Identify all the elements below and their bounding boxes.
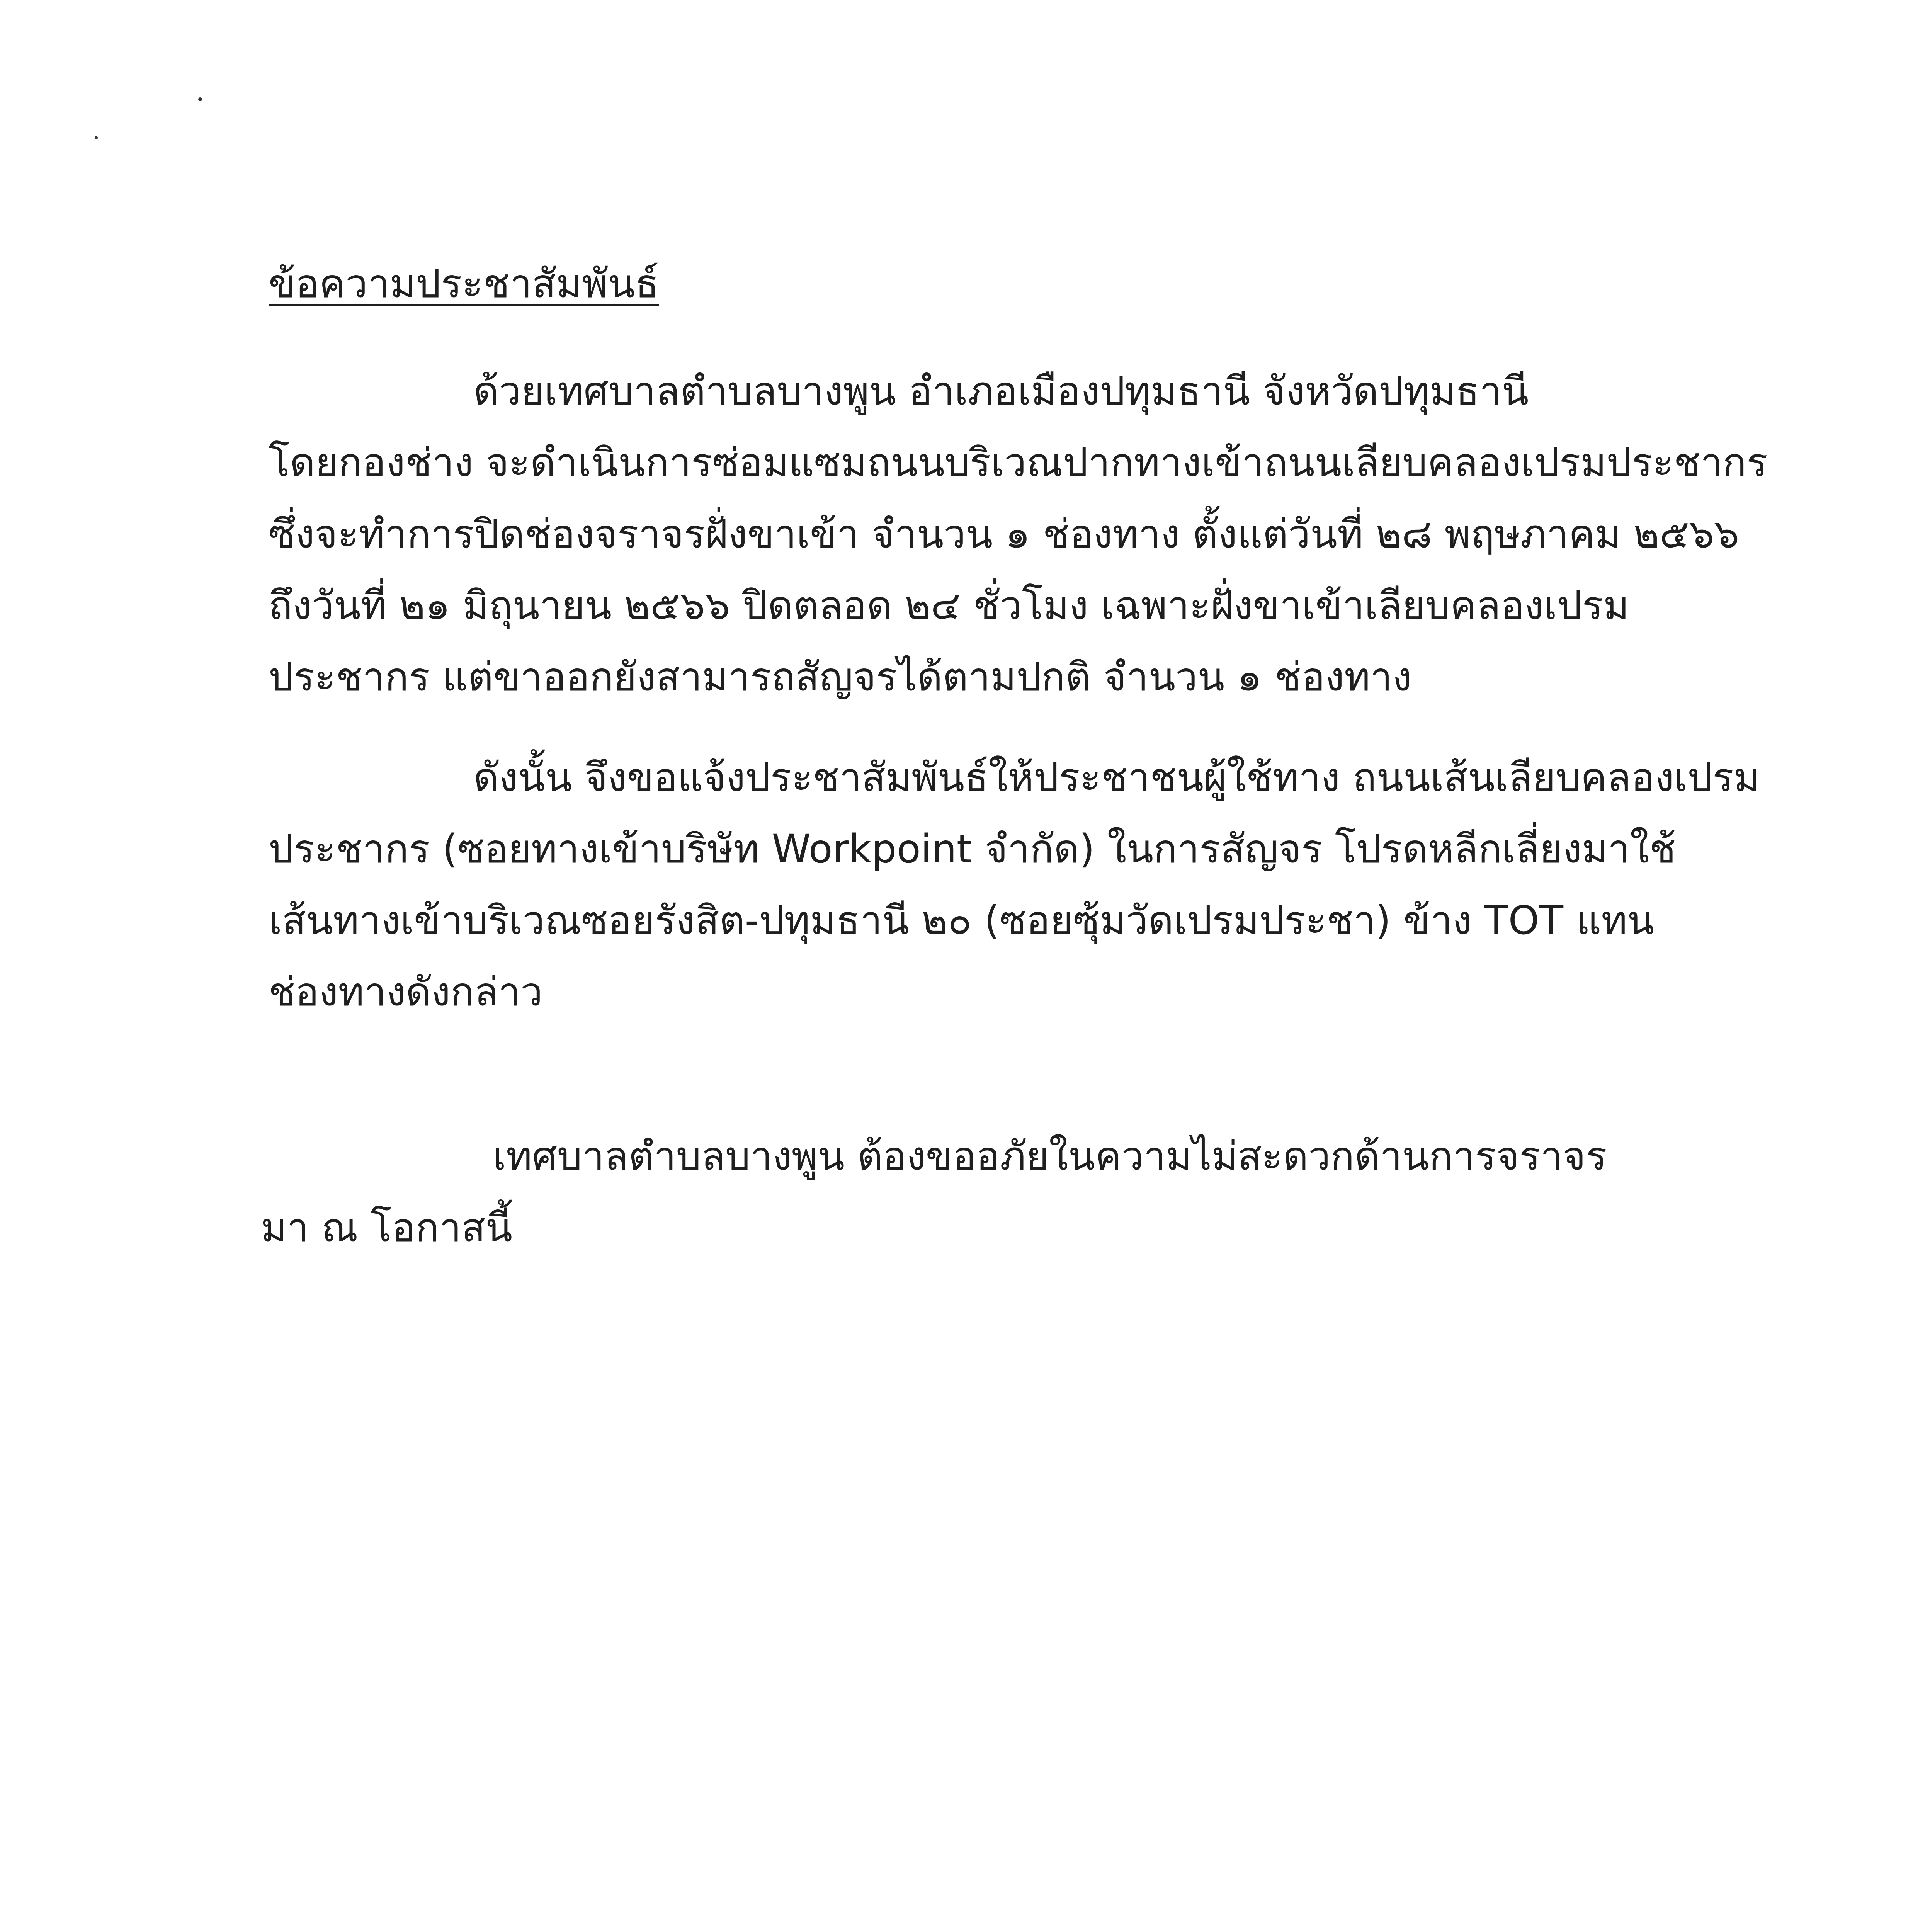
paragraph-line: ดังนั้น จึงขอแจ้งประชาสัมพันธ์ให้ประชาชนผู้ใช้ทาง ถนนเส้นเลียบคลองเปรม [473, 755, 1760, 801]
document-title: ข้อความประชาสัมพันธ์ [269, 261, 659, 307]
paragraph-notice [269, 742, 1775, 1028]
paragraph-line: มา ณ โอกาสนี้ [261, 1205, 513, 1251]
paragraph-line: เทศบาลตำบลบางพูน ต้องขออภัยในความไม่สะดวกด้านการจราจร [493, 1133, 1607, 1179]
paragraph-line: ประชากร (ซอยทางเข้าบริษัท Workpoint จำกัด) ในการสัญจร โปรดหลีกเลี่ยงมาใช้ [269, 826, 1676, 872]
paragraph-closing [261, 1121, 1768, 1264]
paragraph-line: โดยกองช่าง จะดำเนินการซ่อมแซมถนนบริเวณปากทางเข้าถนนเลียบคลองเปรมประชากร [269, 440, 1768, 486]
paragraph-line: ด้วยเทศบาลตำบลบางพูน อำเภอเมืองปทุมธานี จังหวัดปทุมธานี [473, 368, 1529, 414]
paragraph-line: ช่องทางดังกล่าว [269, 969, 543, 1015]
paragraph-line: เส้นทางเข้าบริเวณซอยรังสิต-ปทุมธานี ๒๐ (ซอยซุ้มวัดเปรมประชา) ข้าง TOT แทน [269, 898, 1655, 944]
paragraph-line: ซึ่งจะทำการปิดช่องจราจรฝั่งขาเข้า จำนวน ๑ ช่องทาง ตั้งแต่วันที่ ๒๘ พฤษภาคม ๒๕๖๖ [269, 511, 1740, 557]
paragraph-line: ประชากร แต่ขาออกยังสามารถสัญจรได้ตามปกติ จำนวน ๑ ช่องทาง [269, 654, 1412, 700]
scan-speck [198, 97, 202, 101]
paragraph-line: ถึงวันที่ ๒๑ มิถุนายน ๒๕๖๖ ปิดตลอด ๒๔ ชั่วโมง เฉพาะฝั่งขาเข้าเลียบคลองเปรม [269, 583, 1629, 629]
scan-speck [95, 136, 98, 139]
paragraph-announcement [269, 355, 1775, 713]
